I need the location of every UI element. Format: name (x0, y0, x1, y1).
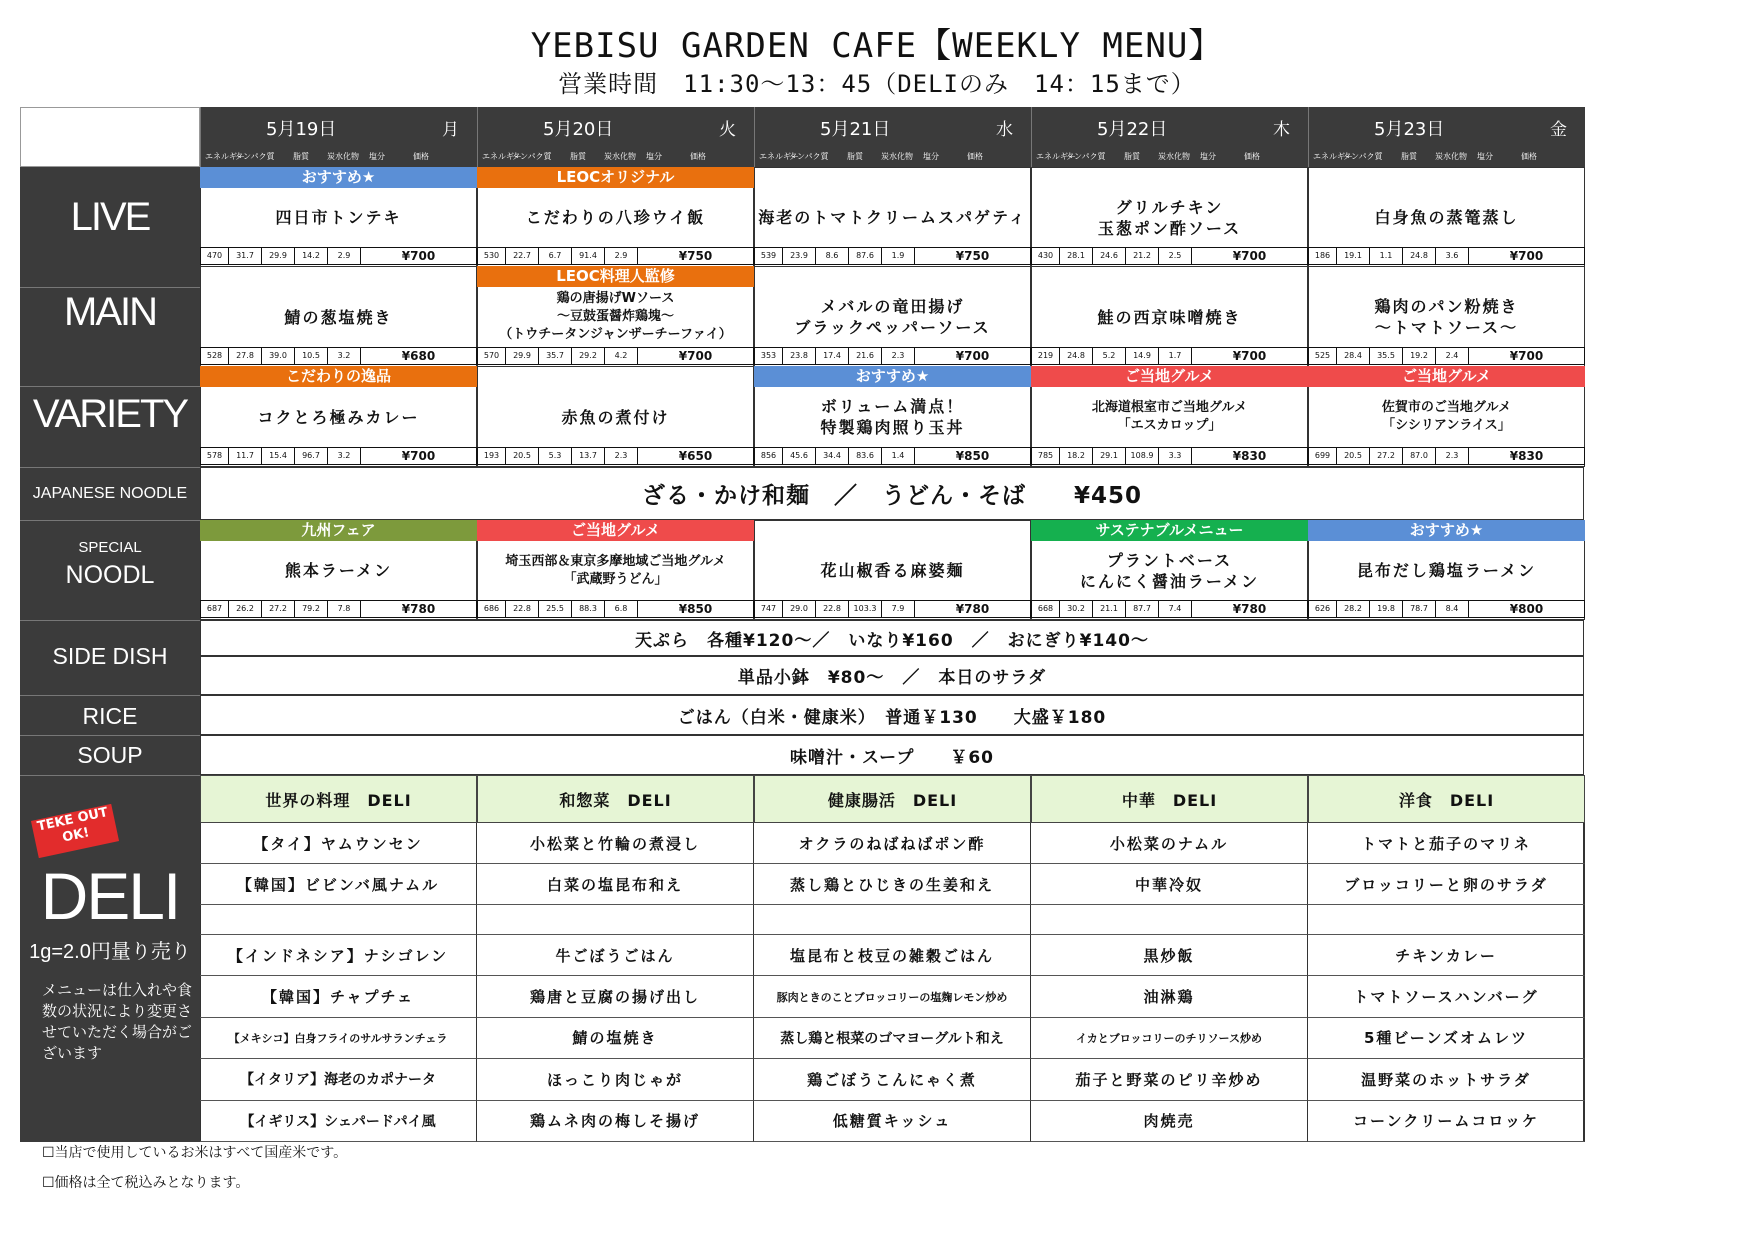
deli-item: 油淋鶏 (1031, 976, 1308, 1017)
live-dish-name: グリルチキン 玉葱ポン酢ソース (1097, 197, 1242, 238)
nutrition-value: 14.2 (295, 248, 328, 264)
deli-item: 【イギリス】シェパードパイ風 (200, 1101, 477, 1142)
special-nutrition-row (200, 600, 477, 618)
nutrition-value: 17.4 (816, 348, 849, 364)
side-dish-row-1: 天ぷら 各種¥120～／ いなり¥160 ／ おにぎり¥140～ (200, 620, 1584, 656)
nutrition-value: 1.7 (1159, 348, 1192, 364)
live-nutrition-row (1031, 247, 1308, 265)
nutrition-value: 28.1 (1060, 248, 1093, 264)
deli-item: 【イタリア】海老のカポナータ (200, 1059, 477, 1100)
nutrition-value: 87.7 (1126, 601, 1159, 617)
sidebar-separator (20, 287, 200, 288)
day-date: 5月19日 (266, 119, 337, 140)
sidebar-separator (20, 520, 200, 521)
special-price: ¥780 (955, 602, 990, 616)
deli-category-header: 洋食 DELI (1308, 775, 1585, 823)
deli-category-header: 和惣菜 DELI (477, 775, 754, 823)
nutrition-value: 525 (1309, 348, 1337, 364)
sidebar-separator (20, 386, 200, 387)
nutrition-value: 5.2 (1093, 348, 1126, 364)
footnote-tax: ☐価格は全て税込みとなります。 (42, 1175, 250, 1191)
day-header (477, 107, 754, 167)
nutrition-value: 1.4 (882, 448, 915, 464)
nutrition-value: 21.2 (1126, 248, 1159, 264)
deli-category-header: 世界の料理 DELI (200, 775, 477, 823)
nutrition-value: 2.3 (1436, 448, 1469, 464)
side-dish-row-2: 単品小鉢 ¥80～ ／ 本日のサラダ (200, 656, 1584, 695)
nutrition-value: 4.2 (605, 348, 638, 364)
special-nutrition-row (1308, 600, 1585, 618)
nutrition-header-label: 脂質 (570, 152, 586, 161)
day-of-week: 火 (719, 120, 736, 140)
nutrition-header-label: エネルギー (1036, 152, 1076, 161)
nutrition-value: 856 (755, 448, 783, 464)
nutrition-value: 578 (201, 448, 229, 464)
nutrition-value: 3.3 (1159, 448, 1192, 464)
nutrition-value: 686 (478, 601, 506, 617)
variety-tag: こだわりの逸品 (200, 366, 477, 387)
nutrition-value: 747 (755, 601, 783, 617)
deli-gap-cell (1031, 905, 1308, 935)
live-nutrition-row (754, 247, 1031, 265)
main-nutrition-row (1031, 347, 1308, 365)
nutrition-header-label: タンパク質 (789, 152, 829, 161)
nutrition-value: 18.2 (1060, 448, 1093, 464)
live-dish-name: 四日市トンテキ (275, 208, 402, 227)
deli-item: チキンカレー (1308, 935, 1585, 976)
nutrition-header-label: 脂質 (293, 152, 309, 161)
variety-nutrition-row (200, 447, 477, 465)
deli-gap-cell (754, 905, 1031, 935)
deli-item: 蒸し鶏とひじきの生姜和え (754, 864, 1031, 905)
special-price: ¥780 (401, 602, 436, 616)
nutrition-value: 19.8 (1370, 601, 1403, 617)
deli-item: 【韓国】ビビンバ風ナムル (200, 864, 477, 905)
nutrition-value: 19.1 (1337, 248, 1370, 264)
nutrition-value: 87.6 (849, 248, 882, 264)
deli-gap-cell (1308, 905, 1585, 935)
nutrition-header-label: 価格 (690, 152, 706, 161)
japanese-noodle-row: ざる・かけ和麺 ／ うどん・そば ¥450 (200, 467, 1584, 520)
variety-price: ¥850 (955, 449, 990, 463)
sidebar-label-rice: RICE (82, 703, 138, 729)
deli-item: 低糖質キッシュ (754, 1101, 1031, 1142)
nutrition-value: 22.8 (506, 601, 539, 617)
nutrition-value: 14.9 (1126, 348, 1159, 364)
variety-nutrition-row (1031, 447, 1308, 465)
nutrition-value: 27.8 (229, 348, 262, 364)
nutrition-value: 13.7 (572, 448, 605, 464)
nutrition-value: 3.2 (328, 448, 361, 464)
nutrition-value: 78.7 (1403, 601, 1436, 617)
main-tag: LEOC料理人監修 (477, 266, 754, 287)
deli-item: 5種ビーンズオムレツ (1308, 1018, 1585, 1059)
deli-item: 【タイ】ヤムウンセン (200, 823, 477, 864)
nutrition-header-label: 塩分 (923, 152, 939, 161)
business-hours: 営業時間 11:30〜13：45（DELIのみ 14：15まで） (558, 70, 1196, 98)
nutrition-header-label: 価格 (1244, 152, 1260, 161)
nutrition-value: 7.4 (1159, 601, 1192, 617)
nutrition-value: 108.9 (1126, 448, 1159, 464)
nutrition-value: 23.8 (783, 348, 816, 364)
nutrition-value: 21.1 (1093, 601, 1126, 617)
main-dish-name: 鶏肉のパン粉焼き ～トマトソース～ (1374, 297, 1519, 337)
special-dish-name: 昆布だし鶏塩ラーメン (1356, 561, 1537, 580)
live-tag: おすすめ★ (200, 167, 477, 188)
nutrition-value: 430 (1032, 248, 1060, 264)
sidebar-separator (20, 620, 200, 621)
nutrition-value: 7.9 (882, 601, 915, 617)
corner-cell (20, 107, 200, 167)
nutrition-header-label: 価格 (413, 152, 429, 161)
sidebar-separator (20, 735, 200, 736)
nutrition-value: 8.6 (816, 248, 849, 264)
sidebar-label-special: SPECIAL (78, 539, 142, 556)
nutrition-value: 353 (755, 348, 783, 364)
deli-item: 小松菜のナムル (1031, 823, 1308, 864)
nutrition-value: 6.7 (539, 248, 572, 264)
special-price: ¥850 (678, 602, 713, 616)
nutrition-value: 79.2 (295, 601, 328, 617)
live-price: ¥750 (678, 249, 713, 263)
nutrition-value: 687 (201, 601, 229, 617)
sidebar-separator (20, 467, 200, 468)
special-dish-name: 熊本ラーメン (284, 561, 393, 580)
nutrition-value: 34.4 (816, 448, 849, 464)
nutrition-header-label: 脂質 (1124, 152, 1140, 161)
rice-row: ごはん（白米・健康米） 普通￥130 大盛￥180 (200, 695, 1584, 735)
nutrition-value: 29.2 (572, 348, 605, 364)
sidebar-separator (20, 775, 200, 776)
nutrition-value: 27.2 (262, 601, 295, 617)
nutrition-value: 3.6 (1436, 248, 1469, 264)
main-dish-name: 鯖の葱塩焼き (284, 307, 393, 327)
special-tag: 九州フェア (200, 520, 477, 541)
deli-item: 【メキシコ】白身フライのサルサランチェラ (200, 1018, 477, 1059)
nutrition-value: 24.8 (1060, 348, 1093, 364)
nutrition-header-label: エネルギー (759, 152, 799, 161)
nutrition-value: 1.9 (882, 248, 915, 264)
sidebar-label-main: MAIN (64, 290, 156, 334)
special-nutrition-row (754, 600, 1031, 618)
variety-dish-name: 佐賀市のご当地グルメ 「シシリアンライス」 (1381, 400, 1512, 433)
nutrition-value: 6.8 (605, 601, 638, 617)
live-nutrition-row (477, 247, 754, 265)
nutrition-value: 35.5 (1370, 348, 1403, 364)
nutrition-value: 29.0 (783, 601, 816, 617)
nutrition-header-label: 価格 (967, 152, 983, 161)
variety-dish-name: 北海道根室市ご当地グルメ 「エスカロップ」 (1091, 400, 1248, 433)
sidebar-label-side-dish: SIDE DISH (52, 643, 168, 669)
nutrition-value: 15.4 (262, 448, 295, 464)
nutrition-value: 45.6 (783, 448, 816, 464)
main-price: ¥700 (1509, 349, 1544, 363)
deli-item: 鶏ムネ肉の梅しそ揚げ (477, 1101, 754, 1142)
nutrition-header-label: 塩分 (1477, 152, 1493, 161)
deli-item: 蒸し鶏と根菜のゴマヨーグルト和え (754, 1018, 1031, 1059)
day-of-week: 月 (442, 120, 459, 140)
nutrition-value: 22.8 (816, 601, 849, 617)
deli-item: 【韓国】チャプチェ (200, 976, 477, 1017)
variety-dish-name: 赤魚の煮付け (561, 407, 670, 427)
live-nutrition-row (200, 247, 477, 265)
nutrition-value: 27.2 (1370, 448, 1403, 464)
nutrition-value: 88.3 (572, 601, 605, 617)
nutrition-header-label: エネルギー (1313, 152, 1353, 161)
live-tag: LEOCオリジナル (477, 167, 754, 188)
nutrition-header-label: 炭水化物 (327, 152, 359, 161)
special-price: ¥800 (1509, 602, 1544, 616)
nutrition-value: 23.9 (783, 248, 816, 264)
nutrition-header-label: 塩分 (369, 152, 385, 161)
variety-price: ¥830 (1509, 449, 1544, 463)
sidebar-label-japanese-noodle: JAPANESE NOODLE (32, 485, 188, 502)
nutrition-value: 19.2 (1403, 348, 1436, 364)
day-of-week: 金 (1550, 120, 1567, 140)
deli-gap-cell (477, 905, 754, 935)
nutrition-value: 8.4 (1436, 601, 1469, 617)
variety-tag: ご当地グルメ (1031, 366, 1308, 387)
nutrition-value: 87.0 (1403, 448, 1436, 464)
nutrition-header-label: タンパク質 (1343, 152, 1383, 161)
deli-gap-cell (200, 905, 477, 935)
live-nutrition-row (1308, 247, 1585, 265)
deli-item: コーンクリームコロッケ (1308, 1101, 1585, 1142)
variety-nutrition-row (1308, 447, 1585, 465)
nutrition-value: 2.5 (1159, 248, 1192, 264)
deli-item: ほっこり肉じゃが (477, 1059, 754, 1100)
variety-price: ¥650 (678, 449, 713, 463)
nutrition-header-label: 塩分 (646, 152, 662, 161)
nutrition-value: 20.5 (1337, 448, 1370, 464)
nutrition-value: 668 (1032, 601, 1060, 617)
main-dish-name: メバルの竜田揚げ ブラックペッパーソース (794, 297, 991, 337)
deli-item: 小松菜と竹輪の煮浸し (477, 823, 754, 864)
deli-item: イカとブロッコリーのチリソース炒め (1031, 1018, 1308, 1059)
deli-item: 白菜の塩昆布和え (477, 864, 754, 905)
nutrition-value: 186 (1309, 248, 1337, 264)
day-header (1308, 107, 1585, 167)
nutrition-header-label: エネルギー (205, 152, 245, 161)
nutrition-header-label: 塩分 (1200, 152, 1216, 161)
sidebar-label-deli-price: 1g=2.0円量り売り (29, 941, 191, 963)
footnote-rice: ☐当店で使用しているお米はすべて国産米です。 (42, 1145, 348, 1161)
nutrition-value: 24.6 (1093, 248, 1126, 264)
day-date: 5月21日 (820, 119, 891, 140)
day-date: 5月23日 (1374, 119, 1445, 140)
nutrition-value: 83.6 (849, 448, 882, 464)
special-nutrition-row (1031, 600, 1308, 618)
nutrition-value: 2.3 (882, 348, 915, 364)
variety-dish-name: コクとろ極みカレー (257, 407, 420, 427)
variety-tag: ご当地グルメ (1308, 366, 1585, 387)
main-nutrition-row (477, 347, 754, 365)
deli-item: 豚肉ときのことブロッコリーの塩麹レモン炒め (754, 976, 1031, 1017)
nutrition-value: 28.4 (1337, 348, 1370, 364)
day-of-week: 木 (1273, 120, 1290, 140)
deli-item: 【インドネシア】ナシゴレン (200, 935, 477, 976)
nutrition-value: 20.5 (506, 448, 539, 464)
nutrition-value: 539 (755, 248, 783, 264)
deli-item: 中華冷奴 (1031, 864, 1308, 905)
live-price: ¥700 (401, 249, 436, 263)
nutrition-value: 2.4 (1436, 348, 1469, 364)
special-tag: ご当地グルメ (477, 520, 754, 541)
live-dish-name: 白身魚の蒸篭蒸し (1374, 208, 1519, 227)
nutrition-value: 31.7 (229, 248, 262, 264)
nutrition-value: 2.9 (605, 248, 638, 264)
nutrition-header-label: 脂質 (847, 152, 863, 161)
nutrition-value: 1.1 (1370, 248, 1403, 264)
soup-row: 味噌汁・スープ ￥60 (200, 735, 1584, 775)
deli-item: 茄子と野菜のピリ辛炒め (1031, 1059, 1308, 1100)
special-nutrition-row (477, 600, 754, 618)
sidebar-deli-note: メニューは仕入れや食数の状況により変更させていただく場合がございます (42, 982, 193, 1062)
nutrition-header-label: 価格 (1521, 152, 1537, 161)
nutrition-value: 96.7 (295, 448, 328, 464)
sidebar-label-live: LIVE (70, 195, 150, 239)
nutrition-value: 530 (478, 248, 506, 264)
day-date: 5月20日 (543, 119, 614, 140)
nutrition-value: 193 (478, 448, 506, 464)
nutrition-value: 626 (1309, 601, 1337, 617)
nutrition-header-label: 炭水化物 (1158, 152, 1190, 161)
takeout-badge: TEKE OUT OK! (31, 804, 119, 858)
deli-category-header: 健康腸活 DELI (754, 775, 1031, 823)
nutrition-value: 26.2 (229, 601, 262, 617)
variety-tag: おすすめ★ (754, 366, 1031, 387)
nutrition-header-label: 炭水化物 (604, 152, 636, 161)
day-header (200, 107, 477, 167)
nutrition-value: 91.4 (572, 248, 605, 264)
menu-title: YEBISU GARDEN CAFE【WEEKLY MENU】 (530, 26, 1224, 66)
deli-item: 肉焼売 (1031, 1101, 1308, 1142)
sidebar-label-variety: VARIETY (32, 392, 188, 436)
deli-item: 温野菜のホットサラダ (1308, 1059, 1585, 1100)
variety-nutrition-row (754, 447, 1031, 465)
deli-item: 塩昆布と枝豆の雑穀ごはん (754, 935, 1031, 976)
main-dish-name: 鮭の西京味噌焼き (1097, 307, 1242, 327)
deli-item: 鶏唐と豆腐の揚げ出し (477, 976, 754, 1017)
special-price: ¥780 (1232, 602, 1267, 616)
nutrition-header-label: 脂質 (1401, 152, 1417, 161)
nutrition-value: 470 (201, 248, 229, 264)
variety-dish-name: ボリューム満点！ 特製鶏肉照り玉丼 (820, 397, 965, 437)
special-dish-name: 埼玉西部＆東京多摩地域ご当地グルメ 「武蔵野うどん」 (505, 553, 726, 587)
live-price: ¥700 (1509, 249, 1544, 263)
main-price: ¥700 (678, 349, 713, 363)
deli-item: 鶏ごぼうこんにゃく煮 (754, 1059, 1031, 1100)
day-of-week: 水 (996, 120, 1013, 140)
sidebar-label-noodl: NOODL (65, 561, 155, 589)
nutrition-value: 11.7 (229, 448, 262, 464)
special-tag: サステナブルメニュー (1031, 520, 1308, 541)
main-nutrition-row (200, 347, 477, 365)
main-dish-name: 鶏の唐揚げWソース ～豆鼓蛋醤炸鶏塊～ （トウチータンジャンザーチーファイ） (499, 291, 732, 342)
nutrition-header-label: タンパク質 (512, 152, 552, 161)
special-dish-name: プラントベース にんにく醤油ラーメン (1079, 550, 1260, 591)
variety-nutrition-row (477, 447, 754, 465)
sidebar-separator (20, 695, 200, 696)
live-dish-name: こだわりの八珍ウイ飯 (525, 208, 706, 227)
nutrition-header-label: 炭水化物 (881, 152, 913, 161)
nutrition-value: 25.5 (539, 601, 572, 617)
nutrition-header-label: タンパク質 (235, 152, 275, 161)
special-dish-name: 花山椒香る麻婆麺 (820, 561, 965, 580)
nutrition-value: 29.9 (506, 348, 539, 364)
nutrition-value: 699 (1309, 448, 1337, 464)
nutrition-value: 35.7 (539, 348, 572, 364)
nutrition-value: 10.5 (295, 348, 328, 364)
deli-item: トマトと茄子のマリネ (1308, 823, 1585, 864)
main-price: ¥700 (1232, 349, 1267, 363)
nutrition-value: 22.7 (506, 248, 539, 264)
special-tag: おすすめ★ (1308, 520, 1585, 541)
variety-price: ¥830 (1232, 449, 1267, 463)
nutrition-value: 3.2 (328, 348, 361, 364)
deli-item: 牛ごぼうごはん (477, 935, 754, 976)
nutrition-value: 21.6 (849, 348, 882, 364)
nutrition-value: 28.2 (1337, 601, 1370, 617)
sidebar-label-deli: DELI (40, 859, 180, 933)
deli-item: オクラのねばねばポン酢 (754, 823, 1031, 864)
nutrition-value: 528 (201, 348, 229, 364)
nutrition-value: 24.8 (1403, 248, 1436, 264)
nutrition-value: 219 (1032, 348, 1060, 364)
main-nutrition-row (754, 347, 1031, 365)
main-nutrition-row (1308, 347, 1585, 365)
nutrition-header-label: タンパク質 (1066, 152, 1106, 161)
nutrition-value: 30.2 (1060, 601, 1093, 617)
main-price: ¥700 (955, 349, 990, 363)
nutrition-value: 5.3 (539, 448, 572, 464)
day-date: 5月22日 (1097, 119, 1168, 140)
main-price: ¥680 (401, 349, 436, 363)
nutrition-value: 7.8 (328, 601, 361, 617)
nutrition-value: 570 (478, 348, 506, 364)
live-dish-name: 海老のトマトクリームスパゲティ (758, 208, 1027, 227)
deli-category-header: 中華 DELI (1031, 775, 1308, 823)
variety-price: ¥700 (401, 449, 436, 463)
nutrition-value: 103.3 (849, 601, 882, 617)
nutrition-value: 39.0 (262, 348, 295, 364)
deli-item: ブロッコリーと卵のサラダ (1308, 864, 1585, 905)
deli-item: トマトソースハンバーグ (1308, 976, 1585, 1017)
live-price: ¥750 (955, 249, 990, 263)
nutrition-value: 2.3 (605, 448, 638, 464)
nutrition-value: 29.9 (262, 248, 295, 264)
nutrition-value: 785 (1032, 448, 1060, 464)
day-header (1031, 107, 1308, 167)
deli-item: 黒炒飯 (1031, 935, 1308, 976)
day-header (754, 107, 1031, 167)
deli-item: 鯖の塩焼き (477, 1018, 754, 1059)
sidebar-label-soup: SOUP (77, 742, 143, 768)
nutrition-header-label: 炭水化物 (1435, 152, 1467, 161)
nutrition-header-label: エネルギー (482, 152, 522, 161)
nutrition-value: 2.9 (328, 248, 361, 264)
live-price: ¥700 (1232, 249, 1267, 263)
nutrition-value: 29.1 (1093, 448, 1126, 464)
